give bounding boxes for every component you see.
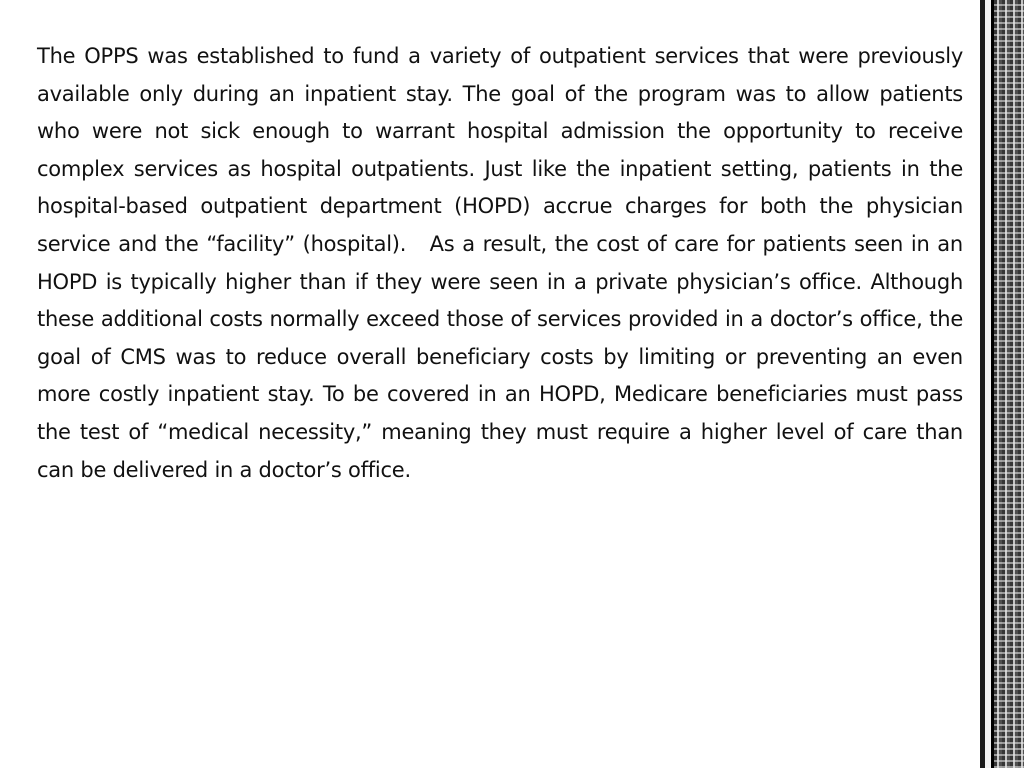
frame-texture (994, 0, 1024, 768)
slide-body-text: The OPPS was established to fund a variety of outpatient services that were previously available only during an inpatient stay. The goal of the program was to allow patients who were not sick enough to warrant hospital admission the opportunity to receive complex services as hospital outpatients. Just like the inpatient setting, patients in the hospital-based outpatient department (HOPD) accrue charges for both the physician service and the “facility” (hospital). As a result, the cost of care for patients seen in an HOPD is typically higher than if they were seen in a private physician’s office. Although these additional costs normally exceed those of services provided in a doctor’s office, the goal of CMS was to reduce overall beneficiary costs by limiting or preventing an even more costly inpatient stay. To be covered in an HOPD, Medicare beneficiaries must pass the test of “medical necessity,” meaning they must require a higher level of care than can be delivered in a doctor’s office. (37, 44, 970, 482)
decorative-side-frame (980, 0, 1024, 768)
